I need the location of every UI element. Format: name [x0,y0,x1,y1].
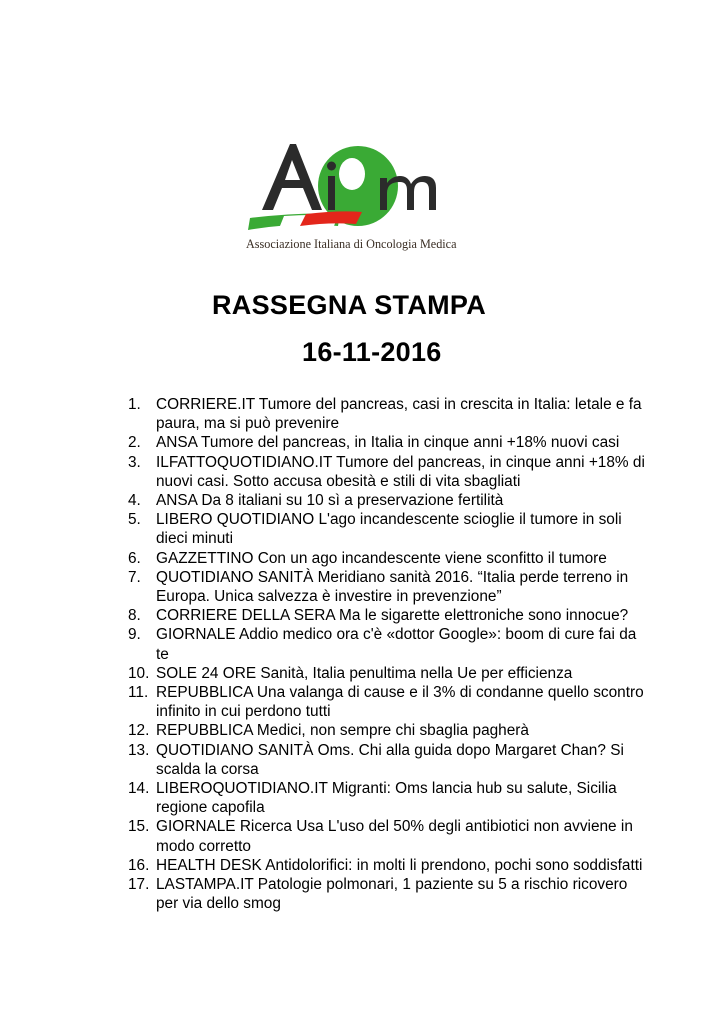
list-item [128,568,648,606]
list-item [128,395,648,433]
item-text: LIBERO QUOTIDIANO L'ago incandescente scioglie il tumore in soli dieci minuti [156,511,622,548]
item-text: GAZZETTINO Con un ago incandescente viene sconfitto il tumore [156,549,607,567]
list-item [128,453,648,491]
item-text: LIBEROQUOTIDIANO.IT Migranti: Oms lancia hub su salute, Sicilia regione capofila [156,780,617,817]
logo-letter-i [328,176,335,210]
item-number: 11. [128,684,149,702]
item-number: 16. [128,856,150,874]
item-number: 10. [128,664,150,682]
list-item [128,741,648,779]
list-item [128,817,648,855]
list-item [128,510,648,548]
item-number: 17. [128,876,150,894]
logo-letter-i-dot [327,162,336,171]
item-number: 5. [128,511,141,529]
logo-letter-a [262,144,322,210]
item-number: 13. [128,741,150,759]
list-item [128,875,648,913]
item-number: 1. [128,396,141,413]
item-text: GIORNALE Addio medico ora c'è «dottor Google»: boom di cure fai da te [156,626,637,663]
item-number: 4. [128,492,141,510]
list-item [128,664,648,683]
list-item [128,625,648,663]
item-number: 12. [128,722,150,740]
list-item [128,721,648,740]
item-text: ANSA Tumore del pancreas, in Italia in cinque anni +18% nuovi casi [156,434,620,452]
item-number: 14. [128,780,150,798]
item-text: QUOTIDIANO SANITÀ Oms. Chi alla guida dopo Margaret Chan? Si scalda la corsa [156,741,624,778]
item-text: ILFATTOQUOTIDIANO.IT Tumore del pancreas, in cinque anni +18% di nuovi casi. Sotto accusa obesità e stili di vita sbagliati [156,453,645,490]
item-text: CORRIERE DELLA SERA Ma le sigarette elettroniche sono innocue? [156,607,629,625]
list-item [128,856,648,875]
item-text: GIORNALE Ricerca Usa L'uso del 50% degli antibiotici non avviene in modo corretto [156,818,633,855]
item-text: QUOTIDIANO SANITÀ Meridiano sanità 2016. “Italia perde terreno in Europa. Unica salvezza è investire in prevenzione” [156,568,629,606]
list-item [128,606,648,625]
item-number: 15. [128,818,150,836]
list-item [128,683,648,721]
item-text: REPUBBLICA Medici, non sempre chi sbaglia pagherà [156,722,529,740]
item-number: 6. [128,549,141,567]
list-item [128,433,648,452]
item-number: 2. [128,434,141,452]
item-text: LASTAMPA.IT Patologie polmonari, 1 paziente su 5 a rischio ricovero per via dello smog [156,876,628,913]
item-text: HEALTH DESK Antidolorifici: in molti li prendono, pochi sono soddisfatti [156,856,643,874]
item-number: 9. [128,626,141,644]
logo-circle-hole [339,158,365,190]
aiom-logo-graphic [240,130,460,235]
press-review-list [128,395,648,913]
item-number: 3. [128,453,141,471]
list-item [128,491,648,510]
page-date: 16-11-2016 [302,337,442,367]
logo-caption: Associazione Italiana di Oncologia Medica [246,237,457,251]
item-text: REPUBBLICA Una valanga di cause e il 3% di condanne quello scontro infinito in cui perdono tutti [156,684,644,721]
list-item [128,779,648,817]
item-number: 7. [128,568,141,586]
item-text: CORRIERE.IT Tumore del pancreas, casi in crescita in Italia: letale e fa paura, ma si può prevenire [156,396,642,433]
item-number: 8. [128,607,141,625]
item-text: ANSA Da 8 italiani su 10 sì a preservazione fertilità [156,492,504,510]
page-title: RASSEGNA STAMPA [212,290,487,320]
item-text: SOLE 24 ORE Sanità, Italia penultima nella Ue per efficienza [156,664,573,682]
list-item [128,549,648,568]
